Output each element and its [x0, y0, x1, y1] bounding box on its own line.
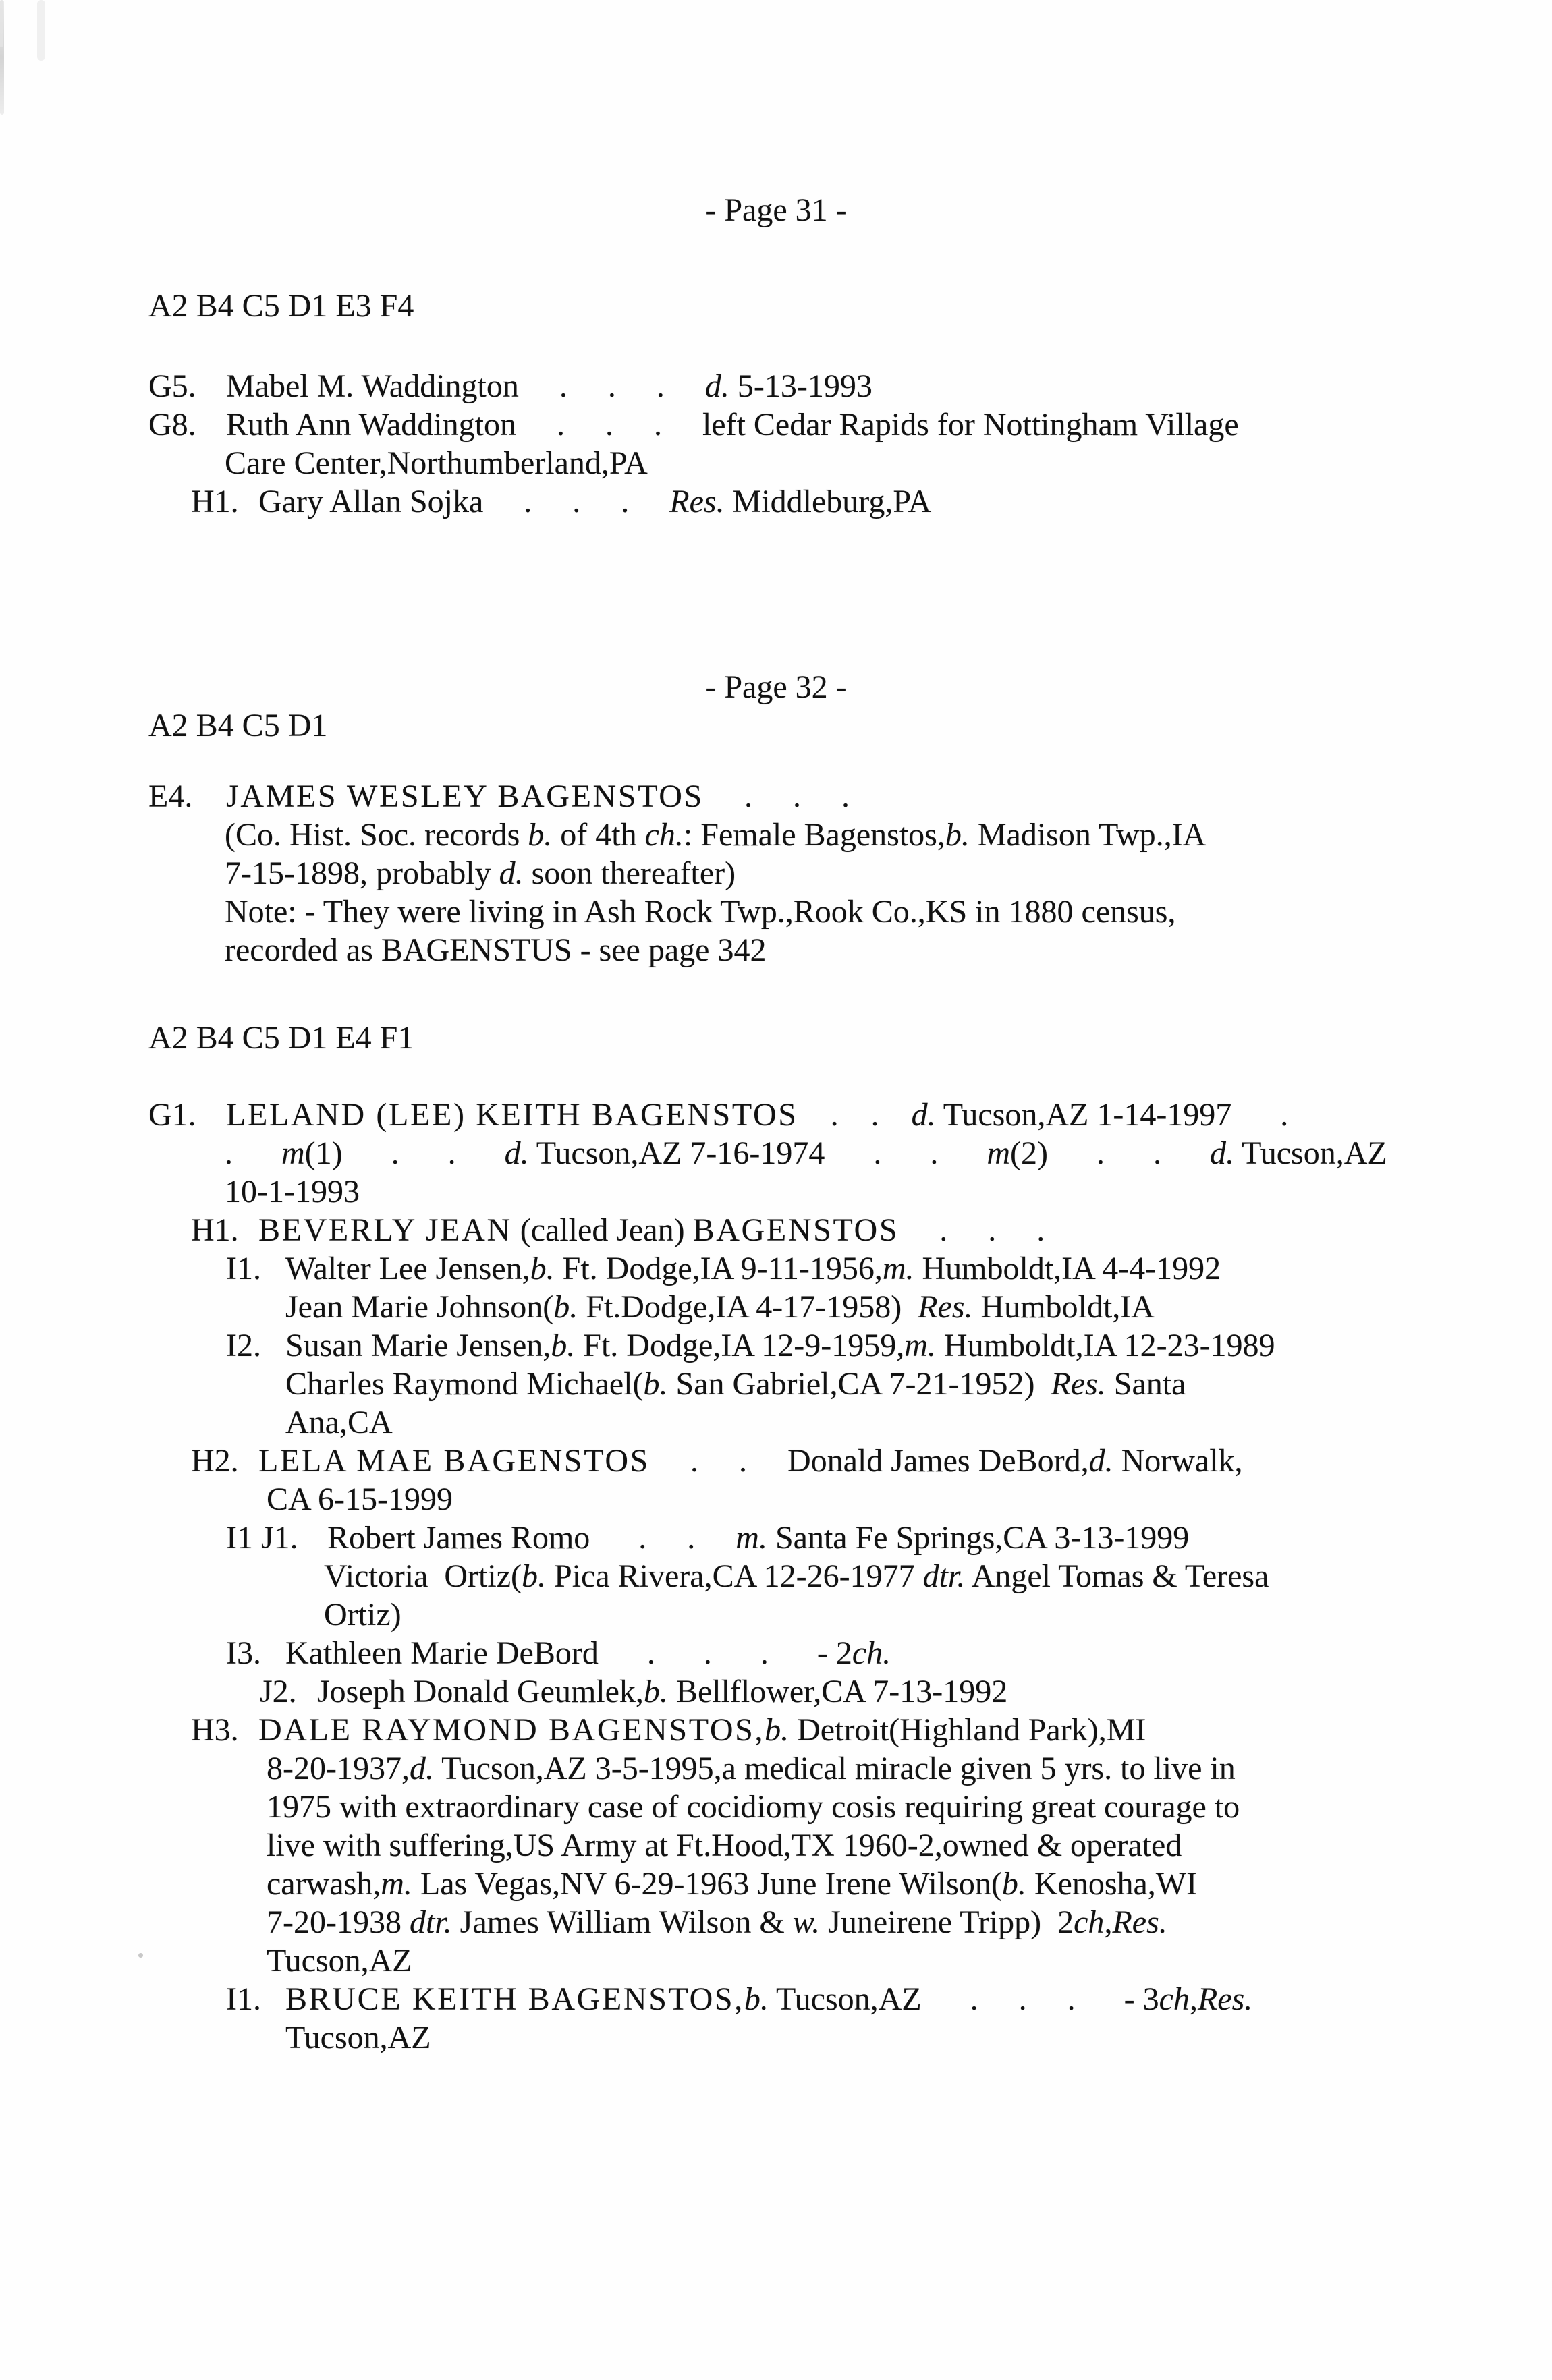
entry-h3-continuation-2: [0, 1788, 1552, 1826]
text-segment: Humboldt,IA 4-4-1992: [914, 1251, 1221, 1286]
entry-h1-beverly: [0, 1211, 1552, 1249]
text-segment: soon thereafter): [523, 855, 736, 891]
genealogy-abbreviation: m.: [904, 1328, 936, 1363]
entry-label: I3.: [226, 1635, 261, 1671]
text-segment: Humboldt,IA: [972, 1289, 1155, 1325]
page-32-header: [0, 668, 1552, 706]
entry-i1j1-romo: [0, 1519, 1552, 1557]
genealogy-abbreviation: m.: [381, 1866, 412, 1902]
text-segment: . . .: [518, 368, 705, 404]
text-segment: BAGENSTOS: [692, 1212, 899, 1248]
entry-j2-geumlek: [0, 1672, 1552, 1711]
genealogy-abbreviation: d.: [409, 1751, 434, 1786]
text-segment: . . . - 3: [921, 1981, 1159, 2017]
text-segment: recorded as BAGENSTUS - see page 342: [225, 932, 767, 968]
text-segment: DALE RAYMOND BAGENSTOS,: [258, 1712, 765, 1748]
text-segment: Santa Fe Springs,CA 3-13-1999: [767, 1520, 1190, 1556]
text-segment: Tucson,AZ 1-14-1997: [935, 1097, 1232, 1133]
lineage-code-32b: [0, 1019, 1552, 1057]
genealogy-abbreviation: Res.: [1051, 1366, 1106, 1402]
text-segment: Kenosha,WI: [1026, 1866, 1198, 1902]
text-segment: CA 6-15-1999: [267, 1481, 453, 1517]
text-segment: : Female Bagenstos,: [683, 817, 945, 853]
entry-i2-continuation-1: [0, 1365, 1552, 1403]
text-segment: ,: [1104, 1904, 1113, 1940]
genealogy-abbreviation: b.: [643, 1366, 668, 1402]
text-segment: carwash,: [267, 1866, 381, 1902]
genealogy-abbreviation: b.: [522, 1558, 546, 1594]
text-segment: Ruth Ann Waddington: [226, 407, 516, 443]
text-segment: (Co. Hist. Soc. records: [225, 817, 528, 853]
text-segment: . .: [798, 1097, 912, 1133]
text-segment: Care Center,Northumberland,PA: [225, 445, 648, 481]
text-segment: - Page 31 -: [705, 192, 847, 228]
genealogy-abbreviation: b.: [528, 817, 553, 853]
text-segment: Jean Marie Johnson(: [285, 1289, 554, 1325]
text-segment: Humboldt,IA 12-23-1989: [935, 1328, 1275, 1363]
entry-e4-note-2: [0, 931, 1552, 969]
text-segment: . . . - 2: [598, 1635, 852, 1671]
text-segment: Las Vegas,NV 6-29-1963 June Irene Wilson(: [412, 1866, 1002, 1902]
genealogy-abbreviation: w.: [792, 1904, 821, 1940]
entry-label: I1 J1.: [226, 1520, 298, 1556]
text-segment: Tucson,AZ: [1234, 1135, 1387, 1171]
text-segment: 1975 with extraordinary case of cocidiomy cosis requiring great courage to: [267, 1789, 1240, 1825]
text-segment: (called Jean): [511, 1212, 693, 1248]
entry-label: I2.: [226, 1328, 261, 1363]
genealogy-abbreviation: b.: [643, 1674, 668, 1709]
entry-h2-continuation: [0, 1480, 1552, 1519]
entry-label: G5.: [148, 368, 196, 404]
entry-label: H2.: [191, 1443, 239, 1479]
text-segment: LELA MAE BAGENSTOS: [258, 1443, 650, 1479]
text-segment: Ortiz): [324, 1597, 401, 1633]
text-segment: Tucson,AZ: [285, 2020, 431, 2056]
text-segment: (1): [304, 1135, 343, 1171]
text-segment: Detroit(Highland Park),MI: [789, 1712, 1146, 1748]
text-segment: Tucson,AZ: [768, 1981, 922, 2017]
entry-e4-continuation-1: [0, 816, 1552, 854]
text-segment: Juneirene Tripp) 2: [820, 1904, 1074, 1940]
entry-h3-continuation-6: [0, 1942, 1552, 1980]
genealogy-abbreviation: Res.: [669, 484, 725, 519]
entry-e4-note-1: [0, 893, 1552, 931]
lineage-code-32a: [0, 706, 1552, 745]
text-segment: Ft. Dodge,IA 9-11-1956,: [554, 1251, 883, 1286]
entry-label: H1.: [191, 484, 239, 519]
text-segment: ,: [1189, 1981, 1198, 2017]
genealogy-abbreviation: d.: [704, 368, 729, 404]
genealogy-abbreviation: d.: [1088, 1443, 1113, 1479]
genealogy-abbreviation: Res.: [1197, 1981, 1253, 2017]
genealogy-abbreviation: b.: [530, 1251, 555, 1286]
genealogy-abbreviation: b.: [765, 1712, 789, 1748]
genealogy-abbreviation: m: [281, 1135, 305, 1171]
entry-e4-continuation-2: [0, 854, 1552, 893]
text-segment: A2 B4 C5 D1: [148, 708, 328, 743]
entry-h3-dale: [0, 1711, 1552, 1749]
text-segment: BRUCE KEITH BAGENSTOS,: [285, 1981, 744, 2017]
text-segment: San Gabriel,CA 7-21-1952): [667, 1366, 1051, 1402]
text-segment: A2 B4 C5 D1 E3 F4: [148, 288, 414, 324]
text-segment: - Page 32 -: [705, 669, 847, 705]
genealogy-abbreviation: b.: [551, 1328, 576, 1363]
entry-h3-continuation-5: [0, 1903, 1552, 1942]
text-segment: Santa: [1105, 1366, 1186, 1402]
text-segment: Madison Twp.,IA: [969, 817, 1207, 853]
genealogy-abbreviation: m.: [882, 1251, 914, 1286]
entry-g1-continuation-2: [0, 1172, 1552, 1211]
entry-label: G1.: [148, 1097, 196, 1133]
entry-i2-continuation-2: [0, 1403, 1552, 1442]
text-segment: Angel Tomas & Teresa: [965, 1558, 1269, 1594]
genealogy-abbreviation: d.: [499, 855, 524, 891]
entry-label: H1.: [191, 1212, 239, 1248]
entry-g1-bagenstos: [0, 1096, 1552, 1134]
entry-i1-continuation: [0, 1288, 1552, 1326]
text-segment: Tucson,AZ 7-16-1974: [528, 1135, 825, 1171]
entry-label: H3.: [191, 1712, 239, 1748]
text-segment: .: [225, 1135, 281, 1171]
entry-g5-waddington: [0, 367, 1552, 405]
entry-i1-bruce: [0, 1980, 1552, 2018]
text-segment: . .: [825, 1135, 987, 1171]
genealogy-abbreviation: b.: [945, 817, 970, 853]
text-segment: Walter Lee Jensen,: [285, 1251, 530, 1286]
text-segment: LELAND (LEE) KEITH BAGENSTOS: [226, 1097, 798, 1133]
text-segment: James William Wilson &: [451, 1904, 793, 1940]
entry-h1-sojka: [0, 482, 1552, 521]
text-segment: Note: - They were living in Ash Rock Twp.,Rook Co.,KS in 1880 census,: [225, 894, 1176, 930]
genealogy-abbreviation: dtr.: [922, 1558, 966, 1594]
text-segment: . . .: [483, 484, 670, 519]
text-segment: JAMES WESLEY BAGENSTOS: [226, 778, 704, 814]
text-segment: Bellflower,CA 7-13-1992: [667, 1674, 1008, 1709]
text-segment: Kathleen Marie DeBord: [285, 1635, 599, 1671]
text-segment: . .: [650, 1443, 787, 1479]
genealogy-abbreviation: ch.: [644, 817, 684, 853]
text-segment: of 4th: [552, 817, 645, 853]
text-segment: Middleburg,PA: [724, 484, 932, 519]
genealogy-abbreviation: Res.: [1112, 1904, 1167, 1940]
genealogy-abbreviation: dtr.: [409, 1904, 452, 1940]
entry-e4-bagenstos: [0, 777, 1552, 816]
text-segment: Mabel M. Waddington: [226, 368, 519, 404]
text-segment: . . .: [703, 778, 850, 814]
genealogy-abbreviation: m.: [736, 1520, 767, 1556]
genealogy-abbreviation: m: [987, 1135, 1011, 1171]
entry-i1j1-continuation-2: [0, 1595, 1552, 1634]
genealogy-abbreviation: b.: [553, 1289, 578, 1325]
genealogy-abbreviation: d.: [911, 1097, 936, 1133]
text-segment: Susan Marie Jensen,: [285, 1328, 551, 1363]
entry-g1-continuation-1: [0, 1134, 1552, 1172]
text-segment: 7-15-1898, probably: [225, 855, 499, 891]
genealogy-abbreviation: Res.: [918, 1289, 973, 1325]
entry-g8-continuation: [0, 444, 1552, 482]
text-segment: . . .: [899, 1212, 1045, 1248]
text-segment: .: [1231, 1097, 1289, 1133]
text-segment: Tucson,AZ: [267, 1943, 412, 1979]
entry-g8-waddington: [0, 405, 1552, 444]
text-segment: Ana,CA: [285, 1405, 393, 1440]
entry-i1j1-continuation-1: [0, 1557, 1552, 1595]
text-segment: left Cedar Rapids for Nottingham Village: [702, 407, 1239, 443]
entry-label: I1.: [226, 1981, 261, 2017]
text-segment: Victoria Ortiz(: [324, 1558, 522, 1594]
text-segment: Donald James DeBord,: [787, 1443, 1089, 1479]
genealogy-abbreviation: b.: [744, 1981, 769, 2017]
entry-i2-jensen: [0, 1326, 1552, 1365]
genealogy-abbreviation: ch.: [852, 1635, 891, 1671]
text-segment: BEVERLY JEAN: [258, 1212, 512, 1248]
genealogy-abbreviation: ch: [1159, 1981, 1190, 2017]
text-segment: live with suffering,US Army at Ft.Hood,TX 1960-2,owned & operated: [267, 1828, 1182, 1863]
text-segment: Charles Raymond Michael(: [285, 1366, 644, 1402]
text-segment: 5-13-1993: [729, 368, 872, 404]
text-segment: Ft.Dodge,IA 4-17-1958): [578, 1289, 918, 1325]
text-segment: A2 B4 C5 D1 E4 F1: [148, 1020, 414, 1056]
page-31-header: [0, 191, 1552, 229]
entry-i1-bruce-continuation: [0, 2018, 1552, 2057]
text-segment: 7-20-1938: [267, 1904, 410, 1940]
genealogy-abbreviation: d.: [504, 1135, 529, 1171]
text-segment: . .: [1047, 1135, 1210, 1171]
entry-i1-jensen: [0, 1249, 1552, 1288]
genealogy-abbreviation: d.: [1209, 1135, 1234, 1171]
text-segment: Ft. Dodge,IA 12-9-1959,: [575, 1328, 905, 1363]
text-segment: . .: [590, 1520, 736, 1556]
entry-label: E4.: [148, 778, 193, 814]
text-segment: Norwalk,: [1113, 1443, 1243, 1479]
text-segment: Joseph Donald Geumlek,: [317, 1674, 644, 1709]
entry-h2-lela: [0, 1442, 1552, 1480]
lineage-code-31: [0, 287, 1552, 325]
text-segment: 10-1-1993: [225, 1174, 360, 1210]
text-segment: (2): [1010, 1135, 1048, 1171]
text-segment: Robert James Romo: [327, 1520, 590, 1556]
entry-label: G8.: [148, 407, 196, 443]
entry-h3-continuation-3: [0, 1826, 1552, 1865]
entry-label: I1.: [226, 1251, 261, 1286]
genealogy-abbreviation: b.: [1001, 1866, 1026, 1902]
entry-i3-debord: [0, 1634, 1552, 1672]
text-segment: . .: [342, 1135, 505, 1171]
entry-h3-continuation-1: [0, 1749, 1552, 1788]
entry-h3-continuation-4: [0, 1865, 1552, 1903]
text-segment: 8-20-1937,: [267, 1751, 410, 1786]
text-segment: Pica Rivera,CA 12-26-1977: [546, 1558, 923, 1594]
text-segment: . . .: [516, 407, 702, 443]
genealogy-abbreviation: ch: [1074, 1904, 1105, 1940]
text-segment: Gary Allan Sojka: [258, 484, 484, 519]
text-segment: Tucson,AZ 3-5-1995,a medical miracle given 5 yrs. to live in: [433, 1751, 1236, 1786]
entry-label: J2.: [260, 1674, 297, 1709]
